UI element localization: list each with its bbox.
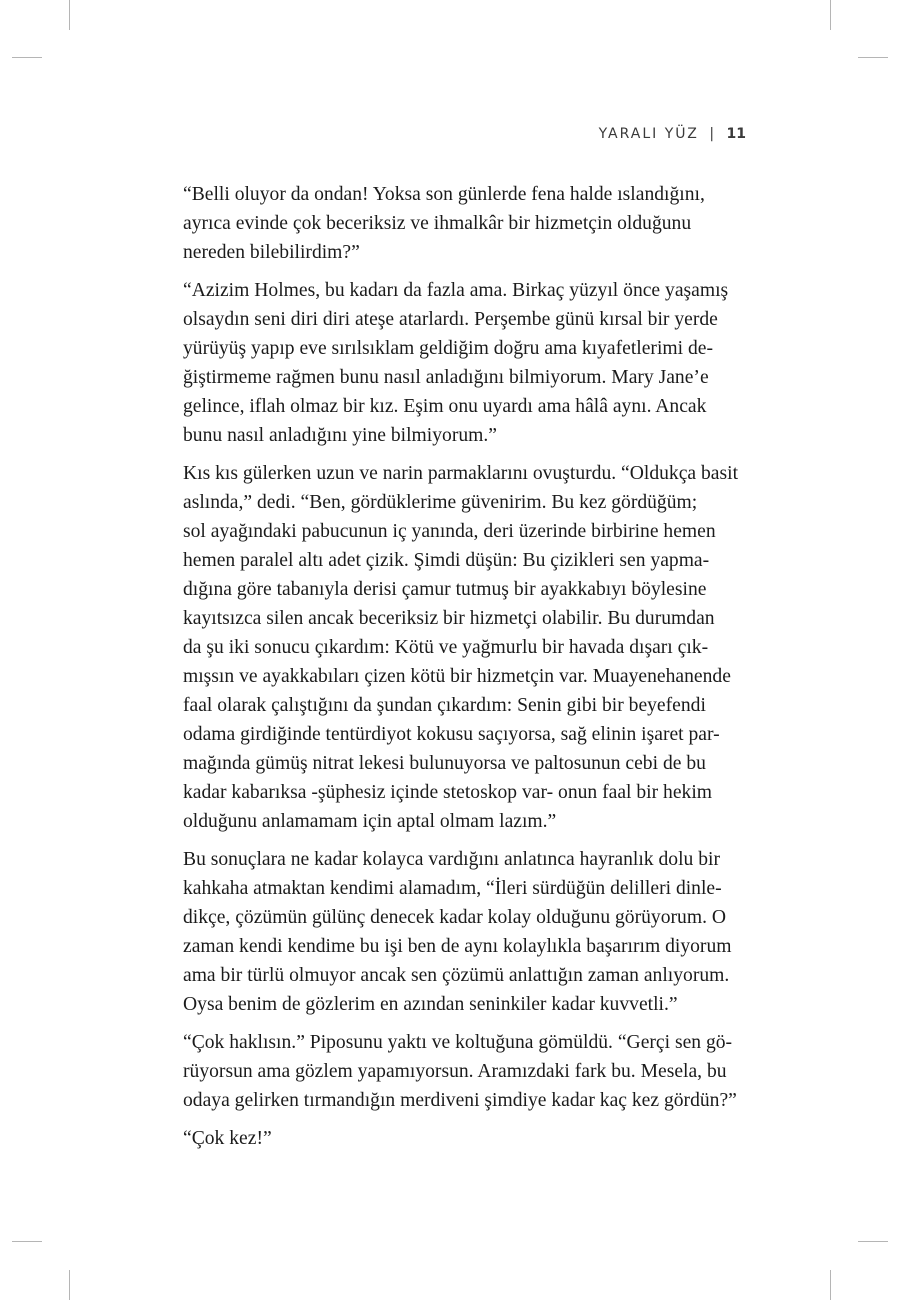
crop-mark-bottom-left-vertical bbox=[69, 1270, 70, 1300]
crop-mark-bottom-right-horizontal bbox=[858, 1241, 888, 1242]
crop-mark-top-left-horizontal bbox=[12, 57, 42, 58]
body-text bbox=[183, 180, 746, 1162]
paragraph: “Azizim Holmes, bu kadarı da fazla ama. Birkaç yüzyıl önce yaşamış olsaydın seni diri diri ateşe atarlardı. Perşembe günü kırsal bir yerde yürüyüş yapıp eve sırılsıklam geldiğim doğru ama kıyafetlerimi de- ğiştirmeme rağmen bunu nasıl anladığını bilmiyorum. Mary Jane’e gelince, iflah olmaz bir kız. Eşim onu uyardı ama hâlâ aynı. Ancak bunu nasıl anladığını yine bilmiyorum.” bbox=[183, 280, 729, 446]
paragraph: “Çok kez!” bbox=[183, 1128, 272, 1149]
paragraph: Kıs kıs gülerken uzun ve narin parmaklarını ovuşturdu. “Oldukça basit aslında,” dedi. “Ben, gördüklerime güvenirim. Bu kez gördüğüm; sol ayağındaki pabucunun iç yanında, deri üzerinde birbirine hemen hemen paralel altı adet çizik. Şimdi düşün: Bu çizikleri sen yapma- dığına göre tabanıyla derisi çamur tutmuş bir ayakkabıyı böylesine kayıtsızca silen ancak beceriksiz bir hizmetçi olabilir. Bu durumdan da şu iki sonucu çıkardım: Kötü ve yağmurlu bir havada dışarı çık- mışsın ve ayakkabıları çizen kötü bir hizmetçin var. Muayenehanende faal olarak çalıştığını da şundan çıkardım: Senin gibi bir beyefendi odama girdiğinde tentürdiyot kokusu saçıyorsa, sağ elinin işaret par- mağında gümüş nitrat lekesi bulunuyorsa ve paltosunun cebi de bu kadar kabarıksa -şüphesiz içinde stetoskop var- onun faal bir hekim olduğunu anlamamam için aptal olmam lazım.” bbox=[183, 463, 739, 832]
crop-mark-top-left-vertical bbox=[69, 0, 70, 30]
page-number: 11 bbox=[726, 126, 746, 142]
crop-mark-top-right-horizontal bbox=[858, 57, 888, 58]
running-header bbox=[599, 126, 746, 142]
paragraph: “Belli oluyor da ondan! Yoksa son günlerde fena halde ıslandığını, ayrıca evinde çok beceriksiz ve ihmalkâr bir hizmetçin olduğunu nereden bilebilirdim?” bbox=[183, 184, 705, 263]
crop-mark-bottom-left-horizontal bbox=[12, 1241, 42, 1242]
crop-mark-bottom-right-vertical bbox=[830, 1270, 831, 1300]
crop-mark-top-right-vertical bbox=[830, 0, 831, 30]
paragraph: “Çok haklısın.” Piposunu yaktı ve koltuğuna gömüldü. “Gerçi sen gö- rüyorsun ama gözlem yapamıyorsun. Aramızdaki fark bu. Mesela, bu odaya gelirken tırmandığın merdiveni şimdiye kadar kaç kez gördün?” bbox=[183, 1032, 737, 1111]
header-separator: | bbox=[709, 126, 715, 142]
paragraph: Bu sonuçlara ne kadar kolayca vardığını anlatınca hayranlık dolu bir kahkaha atmaktan kendimi alamadım, “İleri sürdüğün delilleri dinle- dikçe, çözümün gülünç denecek kadar kolay olduğunu görüyorum. O zaman kendi kendime bu işi ben de aynı kolaylıkla başarırım diyorum ama bir türlü olmuyor ancak sen çözümü anlattığın zaman anlıyorum. Oysa benim de gözlerim en azından seninkiler kadar kuvvetli.” bbox=[183, 849, 732, 1015]
running-title: YARALI YÜZ bbox=[598, 126, 699, 142]
